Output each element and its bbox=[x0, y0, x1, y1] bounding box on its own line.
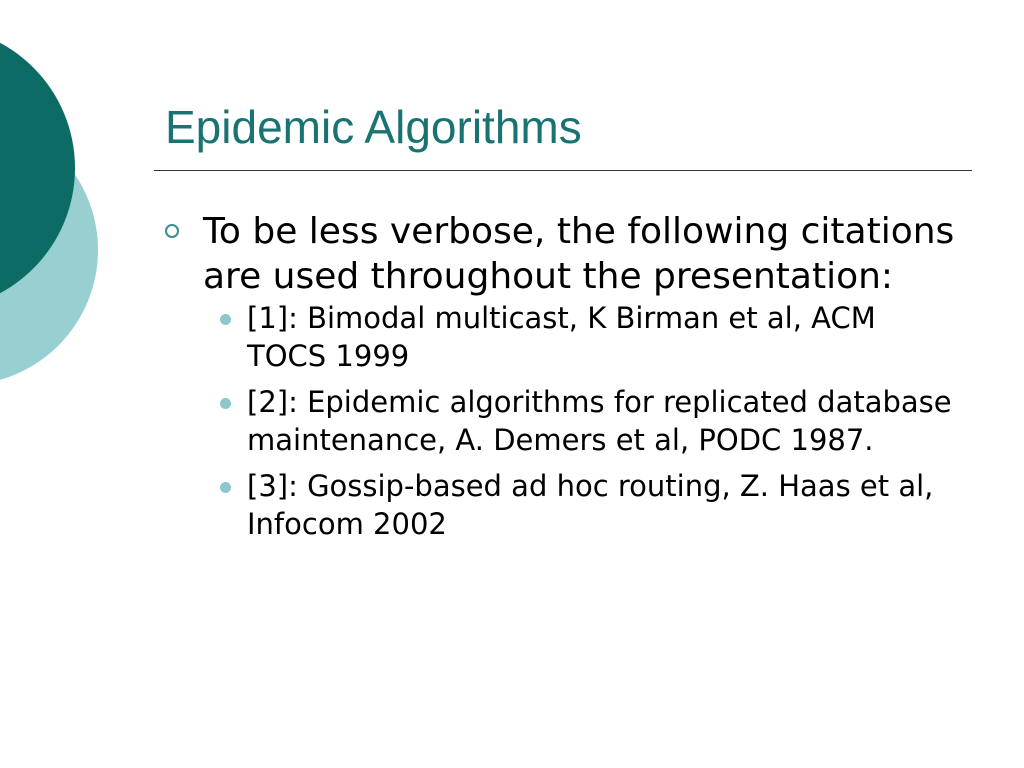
citation-text: [2]: Epidemic algorithms for replicated database maintenance, A. Demers et al, PODC 1987. bbox=[247, 385, 952, 457]
hollow-circle-icon bbox=[165, 224, 179, 238]
citation-text: [3]: Gossip-based ad hoc routing, Z. Haas et al, Infocom 2002 bbox=[247, 469, 934, 541]
citation-item bbox=[165, 299, 955, 375]
filled-dot-icon bbox=[220, 398, 231, 409]
citation-list bbox=[165, 299, 955, 543]
citation-item bbox=[165, 467, 955, 543]
filled-dot-icon bbox=[220, 482, 231, 493]
slide-body bbox=[165, 209, 955, 551]
main-bullet-text: To be less verbose, the following citations are used throughout the presentation: bbox=[203, 211, 955, 297]
main-bullet bbox=[165, 209, 955, 299]
title-divider bbox=[154, 170, 972, 171]
citation-text: [1]: Bimodal multicast, K Birman et al, ACM TOCS 1999 bbox=[247, 301, 876, 373]
citation-item bbox=[165, 383, 955, 459]
slide-title: Epidemic Algorithms bbox=[165, 101, 582, 153]
filled-dot-icon bbox=[220, 314, 231, 325]
decorative-circles bbox=[0, 0, 110, 410]
